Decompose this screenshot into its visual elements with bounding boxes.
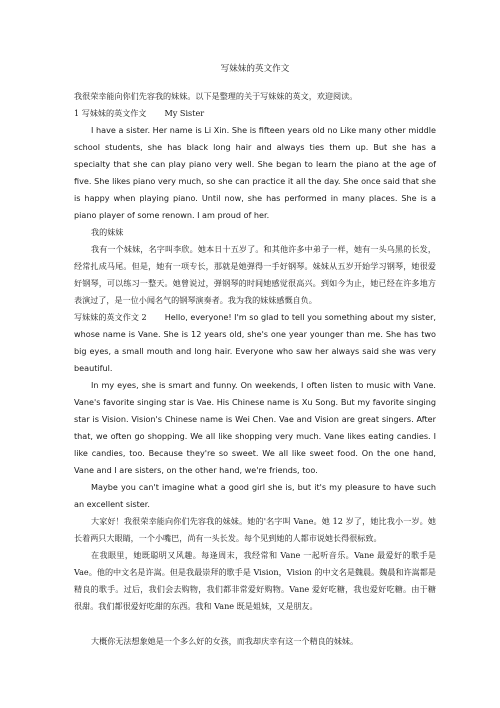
document-title: 写妹妹的英文作文 (220, 64, 290, 74)
essay2-chinese-paragraph-3: 大概你无法想象她是一个多么好的女孩，而我却庆幸有这一个精良的妹妹。 (91, 636, 359, 646)
essay1-heading-line (74, 105, 436, 122)
intro-paragraph: 我很荣幸能向你们先容我的妹妹。以下是整理的关于写妹妹的英文，欢迎阅读。 (74, 91, 358, 101)
essay2-first-line (74, 309, 436, 377)
essay1-subtitle: My Sister (164, 108, 205, 118)
essay2-english-paragraph-1: Hello, everyone! I'm so glad to tell you something about my sister, whose name is Vane. She is 12 years old, she's one year younger than me. She has two big eyes, a small mouth and long hair. Everyone who saw her always said she was very beautiful. (74, 312, 436, 373)
essay2-chinese-paragraph-2: 在我眼里，她既聪明又风趣。每逢周末，我经常和 Vane 一起听音乐。Vane 最爱好的歌手是 Vae。他的中文名是许嵩。但是我最崇拜的歌手是 Vision，Vision 的中文名是魏晨。魏晨和许嵩都是精良的歌手。过后，我们会去购物，我们都非常爱好购物。Vane 爱好吃糖，我也爱好吃糖。由于糖很甜。我们都很爱好吃甜的东西。我和 Vane 既是姐妹，又是朋友。 (74, 550, 436, 611)
essay1-heading: 1 写妹妹的英文作文 (74, 108, 147, 118)
essay1-english-paragraph: I have a sister. Her name is Li Xin. She is fifteen years old no Like many other middle school students, she has black long hair and always ties them up. But she has a specialty that she can play piano very well. She began to learn the piano at the age of five. She likes piano very much, so she can practice it all the day. She once said that she is happy when playing piano. Until now, she has performed in many places. She is a piano player of some renown. I am proud of her. (74, 125, 436, 220)
essay2-heading: 写妹妹的英文作文 2 (74, 312, 147, 322)
essay2-chinese-paragraph-1: 大家好！我很荣幸能向你们先容我的妹妹。她的'名字叫 Vane。她 12 岁了，她比我小一岁。她长着两只大眼睛，一个小嘴巴，尚有一头长发。每个见到她的人都市说她长得很标致。 (74, 516, 436, 543)
essay2-english-paragraph-3: Maybe you can't imagine what a good girl she is, but it's my pleasure to have such an excellent sister. (74, 482, 436, 509)
essay1-chinese-heading: 我的妹妹 (91, 227, 124, 237)
essay2-english-paragraph-2: In my eyes, she is smart and funny. On weekends, I often listen to music with Vane. Vane's favorite singing star is Vae. His Chinese name is Xu Song. But my favorite singing star is Vision. Vision's Chinese name is Wei Chen. Vae and Vision are great singers. After that, we often go shopping. We all like shopping very much. Vane likes eating candies. I like candies, too. Because they're so sweet. We all like sweet food. On the one hand, Vane and I are sisters, on the other hand, we're friends, too. (74, 380, 436, 475)
essay1-chinese-paragraph: 我有一个妹妹，名字叫李欣。她本日十五岁了。和其他许多中弟子一样，她有一头乌黑的长发，经常扎成马尾。但是，她有一项专长，那就是她弹得一手好钢琴。妹妹从五岁开始学习钢琴，她很爱好钢琴，可以练习一整天。她曾说过，弹钢琴的时间她感觉很高兴。到如今为止，她已经在许多地方表演过了，是一位小闻名气的钢琴演奏者。我为我的妹妹感慨自负。 (74, 244, 436, 305)
